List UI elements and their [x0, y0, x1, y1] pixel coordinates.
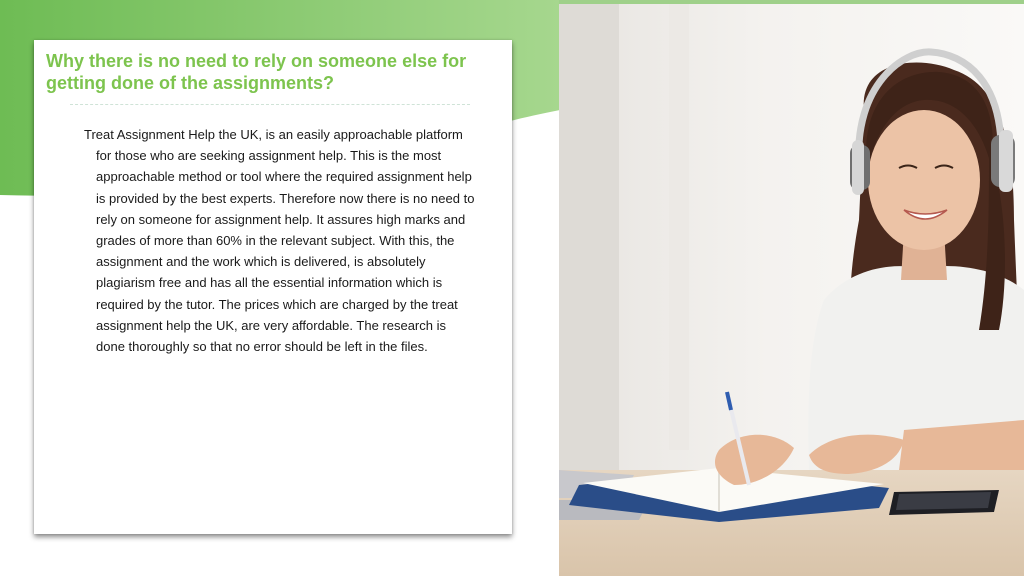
content-card: [34, 40, 512, 534]
body-paragraph: Treat Assignment Help the UK, is an easily approachable platform for those who are seeking assignment help. This is the most approachable method or tool where the required assignment help is provided by the best experts. Therefore now there is no need to rely on someone for assignment help. It assures high marks and grades of more than 60% in the relevant subject. With this, the assignment and the work which is delivered, is absolutely plagiarism free and has all the essential information which is required by the tutor. The prices which are charged by the treat assignment help the UK, are very affordable. The research is done thoroughly so that no error should be left in the files.: [84, 127, 475, 355]
slide-title: Why there is no need to rely on someone else for getting done of the assignments?: [46, 51, 467, 93]
student-photo: [559, 0, 1024, 576]
title-divider: [70, 104, 470, 105]
